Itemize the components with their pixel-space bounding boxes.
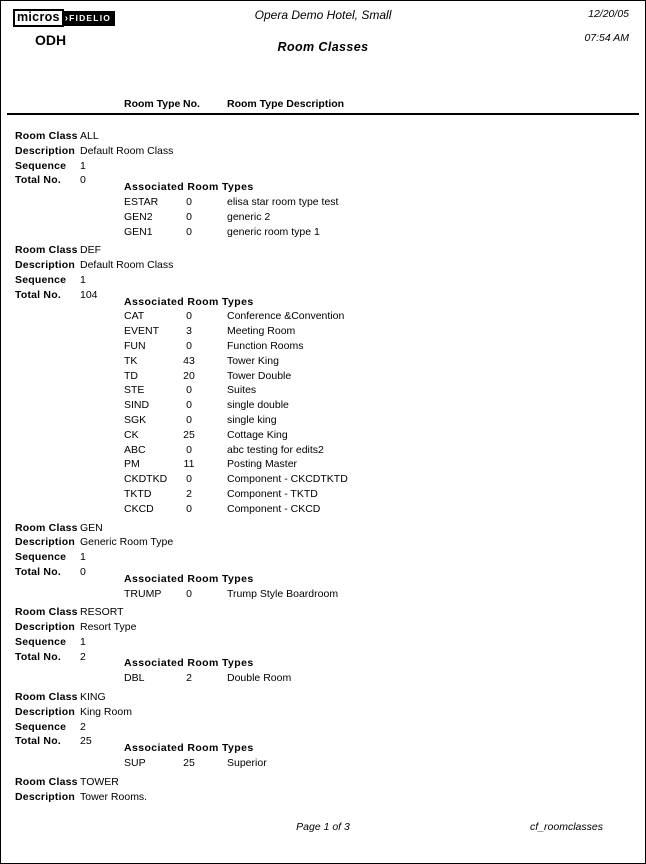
field-label: Total No.: [15, 288, 61, 301]
field-row: [1, 550, 645, 565]
column-header-description: Room Type Description: [227, 98, 345, 110]
column-headers: [1, 98, 645, 112]
field-value: Resort Type: [80, 621, 137, 634]
room-type-count: 0: [186, 443, 192, 456]
room-type-code: EVENT: [124, 325, 160, 338]
room-type-description: abc testing for edits2: [227, 443, 324, 456]
room-type-code: GEN2: [124, 210, 153, 223]
room-type-row: [124, 457, 645, 472]
room-type-code: GEN1: [124, 225, 153, 238]
room-type-code: PM: [124, 458, 140, 471]
room-type-description: Component - TKTD: [227, 487, 318, 500]
room-class-blocks: [1, 123, 645, 808]
room-type-row: [124, 671, 645, 686]
room-type-count: 0: [186, 399, 192, 412]
field-value: 0: [80, 174, 86, 187]
associated-room-types: [124, 656, 645, 686]
associated-room-types: [124, 295, 645, 517]
field-label: Total No.: [15, 735, 61, 748]
field-label: Description: [15, 536, 75, 549]
room-type-count: 0: [186, 413, 192, 426]
column-header-no: No.: [183, 98, 200, 110]
field-value: 1: [80, 635, 86, 648]
header-divider-line: [7, 113, 639, 115]
field-value: 2: [80, 650, 86, 663]
room-type-description: generic 2: [227, 210, 271, 223]
field-label: Description: [15, 144, 75, 157]
field-value: ALL: [80, 130, 99, 142]
room-type-description: Conference &Convention: [227, 310, 345, 323]
field-row: [1, 144, 645, 159]
room-type-row: [124, 354, 645, 369]
associated-room-types: [124, 741, 645, 771]
field-row: [1, 620, 645, 635]
room-type-code: TRUMP: [124, 587, 162, 600]
room-type-count: 0: [186, 587, 192, 600]
field-label: Room Class: [15, 691, 78, 704]
room-type-code: ABC: [124, 443, 146, 456]
field-row: [1, 258, 645, 273]
room-type-row: [124, 472, 645, 487]
room-type-code: ESTAR: [124, 195, 159, 208]
field-row: [1, 273, 645, 288]
field-label: Sequence: [15, 551, 67, 564]
field-value: 104: [80, 288, 98, 301]
room-type-description: Function Rooms: [227, 339, 304, 352]
field-value: 0: [80, 565, 86, 578]
report-date: 12/20/05: [588, 8, 629, 20]
room-type-count: 25: [183, 757, 195, 770]
room-type-count: 43: [183, 354, 195, 367]
field-row: [1, 605, 645, 620]
field-value: KING: [80, 691, 106, 704]
field-label: Room Class: [15, 775, 78, 788]
report-datetime: [584, 8, 629, 44]
field-label: Room Class: [15, 606, 78, 619]
field-value: Generic Room Type: [80, 536, 174, 549]
room-type-code: CKDTKD: [124, 473, 168, 486]
room-type-row: [124, 195, 645, 210]
room-class-block: [1, 129, 645, 239]
room-type-row: [124, 309, 645, 324]
room-type-row: [124, 756, 645, 771]
field-row: [1, 690, 645, 705]
room-type-description: Double Room: [227, 672, 292, 685]
room-type-description: elisa star room type test: [227, 195, 339, 208]
room-type-count: 0: [186, 195, 192, 208]
field-label: Total No.: [15, 650, 61, 663]
field-value: 1: [80, 273, 86, 286]
field-row: [1, 720, 645, 735]
room-type-code: DBL: [124, 672, 145, 685]
room-type-code: SUP: [124, 757, 146, 770]
room-type-count: 0: [186, 339, 192, 352]
room-class-block: [1, 690, 645, 771]
associated-room-types-header: Associated Room Types: [124, 572, 254, 585]
room-type-code: STE: [124, 384, 145, 397]
field-value: Default Room Class: [80, 259, 174, 272]
room-type-row: [124, 413, 645, 428]
column-header-room-type: Room Type: [124, 98, 181, 110]
field-label: Room Class: [15, 244, 78, 257]
field-label: Sequence: [15, 720, 67, 733]
room-type-count: 0: [186, 473, 192, 486]
room-type-description: Tower King: [227, 354, 279, 367]
field-value: GEN: [80, 521, 103, 534]
room-type-count: 0: [186, 502, 192, 515]
field-value: Default Room Class: [80, 144, 174, 157]
room-type-description: Posting Master: [227, 458, 298, 471]
field-value: 1: [80, 159, 86, 172]
associated-room-types-header: Associated Room Types: [124, 657, 254, 670]
room-type-code: CK: [124, 428, 139, 441]
report-time: 07:54 AM: [584, 32, 629, 44]
room-type-row: [124, 339, 645, 354]
room-type-code: FUN: [124, 339, 146, 352]
associated-room-types-header: Associated Room Types: [124, 295, 254, 308]
room-type-count: 0: [186, 384, 192, 397]
associated-room-types: [124, 180, 645, 239]
field-value: DEF: [80, 244, 101, 257]
property-code: ODH: [35, 32, 67, 48]
room-type-count: 0: [186, 210, 192, 223]
room-type-row: [124, 210, 645, 225]
room-type-count: 2: [186, 672, 192, 685]
logo-fidelio-text: FIDELIO: [69, 13, 112, 23]
field-row: [1, 775, 645, 790]
room-class-block: [1, 243, 645, 516]
room-type-description: Meeting Room: [227, 325, 296, 338]
logo-micros-text: micros: [13, 9, 64, 27]
room-type-description: Tower Double: [227, 369, 292, 382]
field-row: [1, 635, 645, 650]
field-value: TOWER: [80, 775, 119, 788]
field-label: Description: [15, 259, 75, 272]
room-type-description: generic room type 1: [227, 225, 320, 238]
room-type-count: 25: [183, 428, 195, 441]
room-type-count: 0: [186, 310, 192, 323]
associated-room-types: [124, 572, 645, 602]
room-type-description: single double: [227, 399, 289, 412]
field-row: [1, 705, 645, 720]
room-type-code: TK: [124, 354, 138, 367]
associated-room-types-header: Associated Room Types: [124, 181, 254, 194]
room-type-row: [124, 487, 645, 502]
associated-room-types-header: Associated Room Types: [124, 742, 254, 755]
room-type-row: [124, 383, 645, 398]
room-type-description: Component - CKCDTKTD: [227, 473, 348, 486]
field-label: Sequence: [15, 635, 67, 648]
room-type-description: Superior: [227, 757, 267, 770]
room-type-row: [124, 428, 645, 443]
field-row: [1, 521, 645, 536]
room-type-row: [124, 443, 645, 458]
room-type-description: single king: [227, 413, 277, 426]
report-title: Room Classes: [277, 40, 369, 54]
field-value: 1: [80, 551, 86, 564]
field-label: Total No.: [15, 565, 61, 578]
room-type-row: [124, 225, 645, 240]
room-type-code: SGK: [124, 413, 147, 426]
room-type-description: Trump Style Boardroom: [227, 587, 339, 600]
field-label: Description: [15, 705, 75, 718]
room-type-count: 20: [183, 369, 195, 382]
room-type-description: Suites: [227, 384, 257, 397]
field-label: Description: [15, 790, 75, 803]
chevron-right-icon: ›: [64, 13, 69, 24]
field-value: 25: [80, 735, 92, 748]
field-row: [1, 535, 645, 550]
room-type-description: Cottage King: [227, 428, 288, 441]
hotel-name: Opera Demo Hotel, Small: [254, 8, 392, 22]
room-type-description: Component - CKCD: [227, 502, 321, 515]
field-value: Tower Rooms.: [80, 790, 148, 803]
room-type-count: 11: [183, 458, 195, 471]
room-class-block: [1, 521, 645, 602]
page-number: Page 1 of 3: [296, 821, 350, 833]
report-id: cf_roomclasses: [530, 821, 603, 833]
room-type-code: TD: [124, 369, 138, 382]
field-label: Sequence: [15, 159, 67, 172]
field-row: [1, 129, 645, 144]
room-type-code: TKTD: [124, 487, 152, 500]
room-type-count: 0: [186, 225, 192, 238]
field-value: RESORT: [80, 606, 124, 619]
room-type-row: [124, 398, 645, 413]
field-row: [1, 159, 645, 174]
room-type-row: [124, 369, 645, 384]
room-type-code: SIND: [124, 399, 150, 412]
room-type-code: CAT: [124, 310, 145, 323]
field-label: Room Class: [15, 130, 78, 142]
field-label: Description: [15, 621, 75, 634]
field-label: Total No.: [15, 174, 61, 187]
field-value: 2: [80, 720, 86, 733]
field-label: Room Class: [15, 521, 78, 534]
field-label: Sequence: [15, 273, 67, 286]
field-row: [1, 243, 645, 258]
room-type-row: [124, 502, 645, 517]
room-class-block: [1, 605, 645, 686]
room-class-block: [1, 775, 645, 805]
room-type-code: CKCD: [124, 502, 154, 515]
field-row: [1, 790, 645, 805]
field-value: King Room: [80, 705, 132, 718]
room-type-row: [124, 587, 645, 602]
report-footer: [1, 821, 645, 835]
room-type-count: 3: [186, 325, 192, 338]
room-type-row: [124, 324, 645, 339]
room-type-count: 2: [186, 487, 192, 500]
